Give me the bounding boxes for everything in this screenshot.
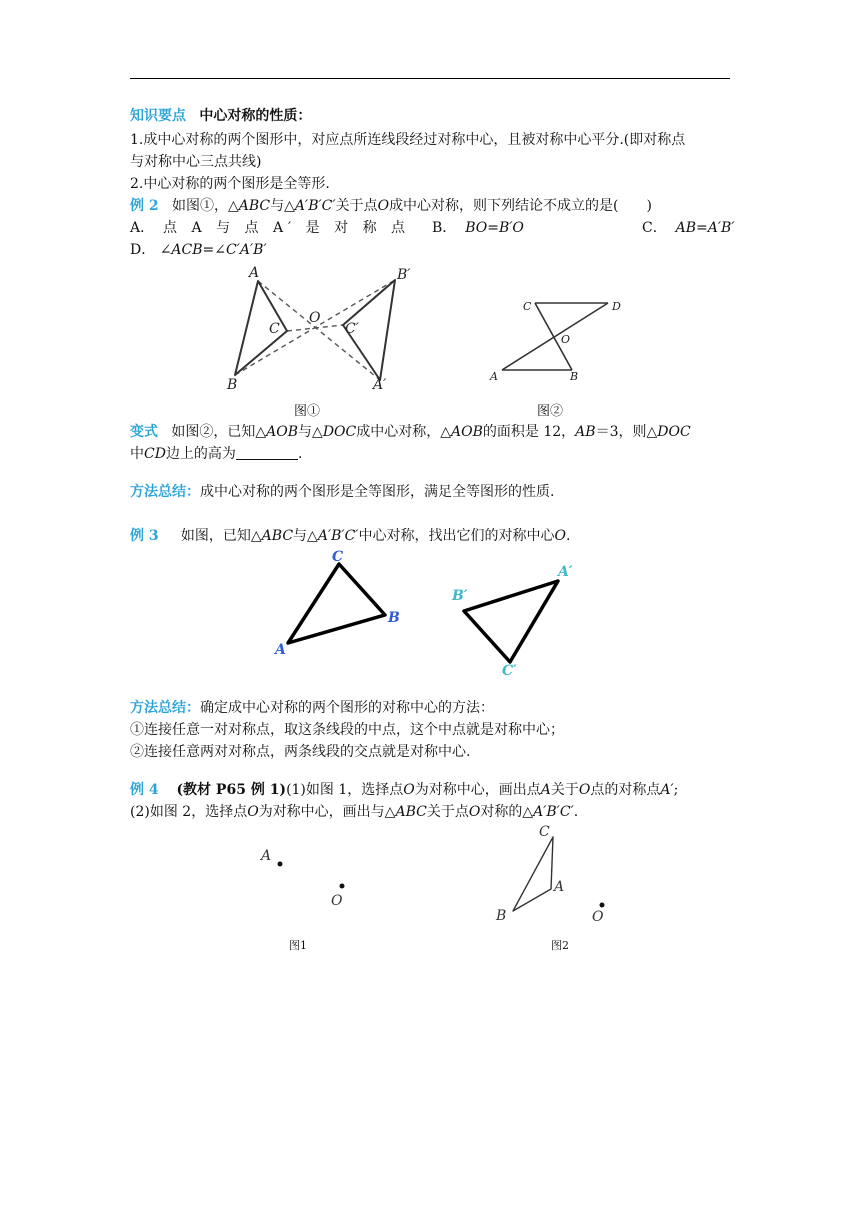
option-c-text: AB=A′B′ [675, 220, 735, 236]
example2-tag: 例 2 [130, 198, 159, 214]
ex4-fig1-label-a: A [261, 848, 272, 864]
example2-figure1 [225, 265, 425, 395]
math-o: O [578, 782, 591, 798]
header-rule [130, 78, 730, 79]
example2-stem [130, 196, 652, 216]
example4-fig1-caption: 图1 [289, 939, 307, 952]
fig1-label-a: A [249, 265, 260, 281]
key-point-p2: 2.中心对称的两个图形是全等形. [130, 176, 330, 192]
math-abc: ABC [238, 198, 271, 214]
method1-text: 成中心对称的两个图形是全等图形，满足全等图形的性质. [200, 484, 555, 500]
variant-text: 的面积是 12， [482, 424, 576, 440]
ex3-label-c-prime: C′ [502, 663, 517, 679]
math-o: O [403, 782, 415, 798]
fig2-label-c: C [523, 300, 532, 313]
ex3-label-b-prime: B′ [452, 588, 468, 604]
fig1-label-a-prime: A′ [373, 377, 387, 393]
math-a: A [540, 782, 551, 798]
math-o: O [247, 804, 259, 820]
ex3-label-c: C [332, 549, 344, 565]
example4-figure2 [490, 820, 620, 930]
example4-text: ; [673, 782, 679, 798]
option-a [130, 218, 410, 238]
key-point-heading [130, 106, 311, 126]
math-aob: AOB [266, 424, 299, 440]
math-abc-prime: A′B′C′ [533, 804, 574, 820]
example2-figure2 [485, 296, 635, 386]
key-point-p1b: 与对称中心三点共线) [130, 154, 262, 170]
method2-item2: ②连接任意两对对称点，两条线段的交点就是对称中心. [130, 744, 471, 760]
math-abc: ABC [395, 804, 427, 820]
fig2-label-o: O [561, 333, 571, 346]
stem-text: 关于点 [335, 198, 378, 214]
math-abc: ABC [261, 528, 294, 544]
example2-fig2-caption: 图② [537, 404, 564, 419]
option-a-text: 点 A 与 点 A′ 是 对 称 点 [163, 220, 411, 236]
method2-text: 确定成中心对称的两个图形的对称中心的方法： [200, 700, 494, 716]
example4-text: 对称的△ [480, 804, 534, 820]
fig1-label-c-prime: C′ [345, 321, 359, 337]
variant-text: 中 [130, 446, 144, 462]
variant-text: 边上的高为 [165, 446, 236, 462]
stem-text: 如图①，△ [171, 198, 239, 214]
example3-text: . [565, 528, 571, 544]
option-b-text: BO=B′O [465, 220, 524, 236]
ex4-fig2-label-o: O [592, 909, 604, 925]
math-o: O [468, 804, 481, 820]
example4-source: (教材 P65 例 1) [176, 782, 287, 798]
example4-text: 关于点 [426, 804, 469, 820]
example3-text: 如图，已知△ [180, 528, 262, 544]
fig1-label-o: O [309, 310, 321, 326]
stem-text: 与△ [270, 198, 295, 214]
variant-text: 如图②，已知△ [171, 424, 267, 440]
key-point-tag: 知识要点 [130, 108, 186, 124]
math-doc: DOC [322, 424, 357, 440]
option-a-label: A． [130, 220, 155, 236]
key-point-p1a: 1.成中心对称的两个图形中，对应点所连线段经过对称中心，且被对称中心平分.(即对称点 [130, 132, 686, 148]
example2-fig1-caption: 图① [294, 404, 321, 419]
math-abc-prime: A′B′C′ [317, 528, 359, 544]
example4-text: (1)如图 1，选择点 [286, 782, 404, 798]
ex4-fig2-label-a: A [554, 879, 565, 895]
ex3-label-b: B [388, 610, 400, 626]
math-abc-prime: A′B′C′ [294, 198, 336, 214]
example4-fig2-caption: 图2 [551, 939, 569, 952]
math-ab: AB [575, 424, 596, 440]
variant-line1 [130, 422, 691, 442]
example4-text: 点的对称点 [590, 782, 661, 798]
math-aob: AOB [451, 424, 483, 440]
example3-text: 中心对称，找出它们的对称中心 [358, 528, 555, 544]
example4-text: . [573, 804, 579, 820]
method1-tag: 方法总结： [130, 484, 200, 500]
stem-text: 成中心对称，则下列结论不成立的是( ) [389, 198, 652, 214]
example4-text: 关于 [550, 782, 579, 798]
variant-line2 [130, 444, 302, 464]
option-b-label: B． [432, 220, 457, 236]
example4-tag: 例 4 [130, 782, 159, 798]
example3-text: 与△ [293, 528, 318, 544]
fig2-label-d: D [612, 300, 621, 313]
example4-text: (2)如图 2，选择点 [130, 804, 248, 820]
variant-text: 与△ [298, 424, 323, 440]
method2-heading [130, 698, 494, 718]
ex3-label-a-prime: A′ [558, 564, 573, 580]
option-b [432, 218, 524, 238]
ex3-label-a: A [275, 642, 286, 658]
example4-figure1 [255, 840, 365, 910]
example3-figure [270, 548, 590, 678]
example4-line2 [130, 802, 578, 822]
option-c [642, 218, 735, 238]
math-o: O [377, 198, 390, 214]
math-doc: DOC [657, 424, 691, 440]
fig2-label-a: A [490, 370, 498, 383]
example4-line1 [130, 780, 678, 800]
answer-blank[interactable] [236, 445, 298, 460]
option-d-label: D． [130, 242, 156, 258]
math-o: O [554, 528, 566, 544]
fig1-label-b-prime: B′ [397, 267, 411, 283]
variant-text: 成中心对称，△ [356, 424, 452, 440]
ex4-fig2-label-b: B [496, 908, 507, 924]
option-c-label: C． [642, 220, 667, 236]
option-d-text: ∠ACB=∠C′A′B′ [159, 242, 267, 258]
example3-stem [130, 526, 570, 546]
method1 [130, 482, 554, 502]
fig1-label-c: C [269, 321, 280, 337]
option-d [130, 240, 267, 260]
ex4-fig2-label-c: C [539, 824, 550, 840]
method2-item1: ①连接任意一对对称点，取这条线段的中点，这个中点就是对称中心； [130, 722, 564, 738]
method2-tag: 方法总结： [130, 700, 200, 716]
example4-text: 为对称中心，画出点 [414, 782, 541, 798]
variant-text: . [297, 446, 303, 462]
fig1-label-b: B [227, 377, 238, 393]
example3-tag: 例 3 [130, 528, 159, 544]
math-a-prime: A′ [660, 782, 674, 798]
variant-text: ＝3，则△ [595, 424, 658, 440]
fig2-label-b: B [570, 370, 579, 383]
ex4-fig1-label-o: O [331, 893, 343, 909]
key-point-title: 中心对称的性质： [199, 108, 312, 124]
math-cd: CD [144, 446, 166, 462]
example4-text: 为对称中心，画出与△ [258, 804, 396, 820]
variant-tag: 变式 [130, 424, 158, 440]
